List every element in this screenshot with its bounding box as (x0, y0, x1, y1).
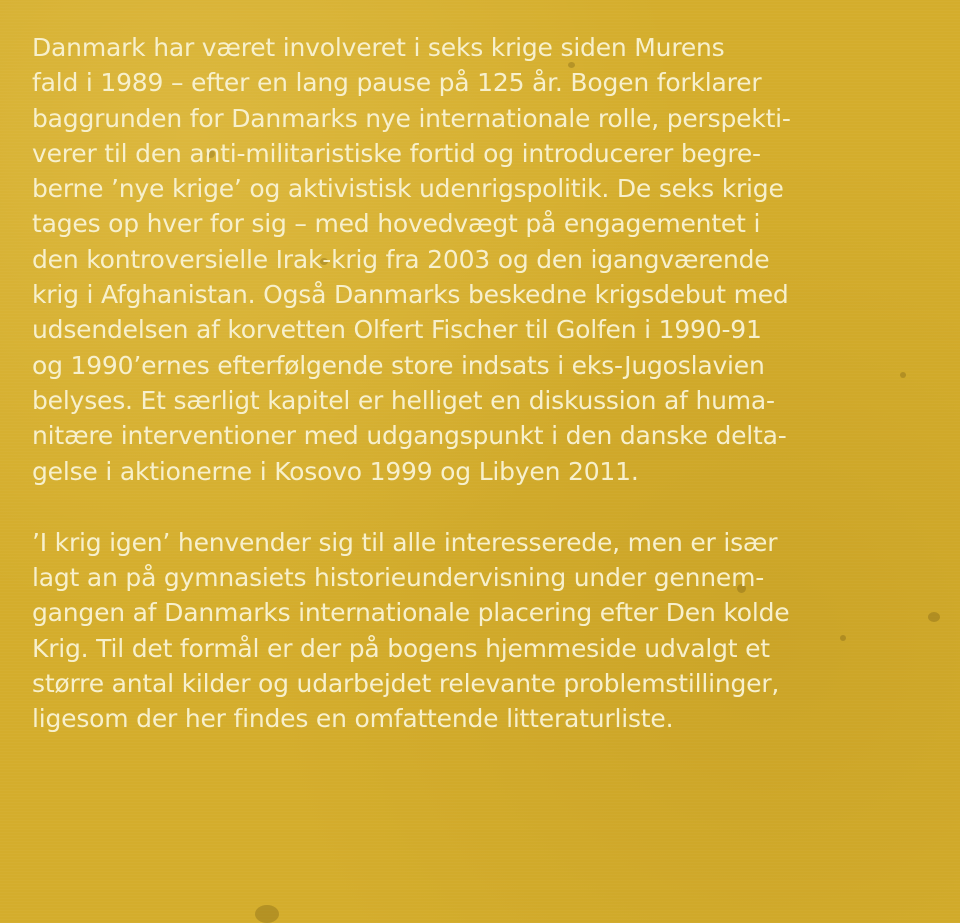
text-line: ligesom der her findes en omfattende litteraturliste. (32, 704, 674, 734)
text-line: verer til den anti-militaristiske fortid og introducerer begre- (32, 138, 761, 168)
text-line: nitære interventioner med udgangspunkt i den danske delta- (32, 421, 787, 451)
text-line: berne ’nye krige’ og aktivistisk udenrigspolitik. De seks krige (32, 174, 784, 204)
text-line: krig i Afghanistan. Også Danmarks beskedne krigsdebut med (32, 280, 789, 310)
text-line: Krig. Til det formål er der på bogens hjemmeside udvalgt et (32, 633, 770, 663)
text-line: Danmark har været involveret i seks krige siden Murens (32, 33, 725, 62)
text-line: gelse i aktionerne i Kosovo 1999 og Libyen 2011. (32, 456, 639, 486)
paper-speck (255, 905, 279, 923)
text-line: ’I krig igen’ henvender sig til alle interesserede, men er især (32, 527, 778, 557)
text-line: gangen af Danmarks internationale placering efter Den kolde (32, 598, 790, 628)
blurb-paragraph-2 (32, 525, 932, 737)
text-line: udsendelsen af korvetten Olfert Fischer til Golfen i 1990-91 (32, 315, 762, 345)
text-line: større antal kilder og udarbejdet relevante problemstillinger, (32, 669, 780, 699)
blurb-paragraph-1 (32, 30, 932, 489)
text-line: baggrunden for Danmarks nye internationale rolle, perspekti- (32, 103, 791, 133)
text-line: tages op hver for sig – med hovedvægt på engagementet i (32, 209, 761, 239)
back-cover-blurb (32, 30, 932, 737)
text-line: og 1990’ernes efterfølgende store indsats i eks-Jugoslavien (32, 350, 765, 380)
text-line: belyses. Et særligt kapitel er helliget en diskussion af huma- (32, 385, 775, 415)
text-line: den kontroversielle Irak-krig fra 2003 og den igangværende (32, 244, 770, 274)
text-line: fald i 1989 – efter en lang pause på 125 år. Bogen forklarer (32, 68, 762, 98)
text-line: lagt an på gymnasiets historieundervisning under gennem- (32, 563, 765, 593)
